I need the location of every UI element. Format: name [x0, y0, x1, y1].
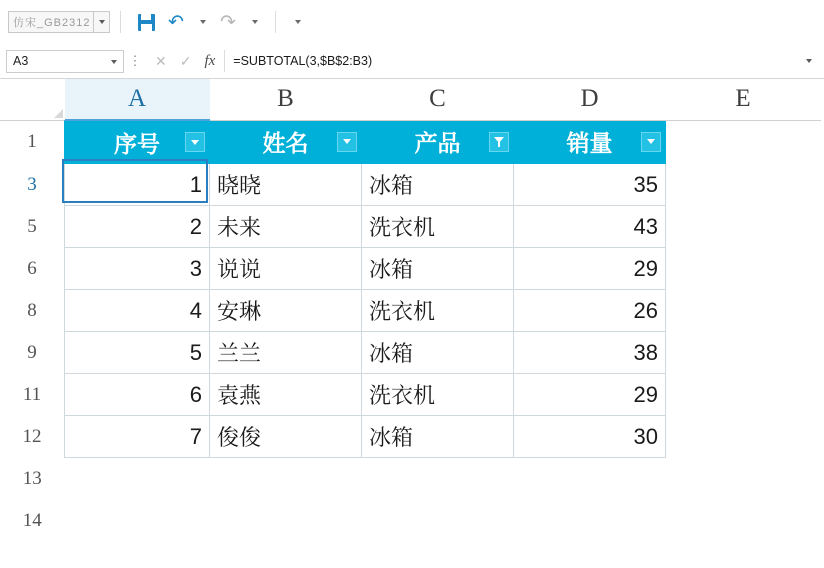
chevron-down-icon [295, 20, 301, 24]
formula-input[interactable]: =SUBTOTAL(3,$B$2:B3) [233, 54, 373, 68]
filter-button-name[interactable] [337, 132, 357, 152]
column-header-c[interactable]: C [362, 79, 514, 120]
cell-b3[interactable]: 晓晓 [210, 164, 362, 206]
formula-bar-handle: ⋮ [128, 53, 142, 68]
table-row [0, 206, 821, 248]
row-header-12[interactable]: 12 [0, 416, 65, 458]
column-header-d[interactable]: D [514, 79, 666, 120]
empty-cell-d13[interactable] [514, 458, 666, 500]
cell-a3[interactable]: 1 [65, 164, 210, 206]
quick-access-toolbar [0, 0, 824, 44]
row-header-6[interactable]: 6 [0, 248, 65, 290]
chevron-down-icon [191, 140, 199, 145]
name-box-value: A3 [13, 54, 29, 68]
header-label-product: 产品 [414, 130, 461, 157]
empty-cell-b13[interactable] [210, 458, 362, 500]
empty-cell-e6[interactable] [666, 248, 821, 290]
filter-button-product[interactable] [489, 132, 509, 152]
cell-d9[interactable]: 38 [514, 332, 666, 374]
table-row [0, 290, 821, 332]
grid-table [0, 79, 821, 542]
column-header-e[interactable]: E [666, 79, 821, 120]
empty-cell-e11[interactable] [666, 374, 821, 416]
font-name-box[interactable]: 仿宋_GB2312 [8, 11, 94, 33]
cell-b12[interactable]: 俊俊 [210, 416, 362, 458]
undo-button[interactable] [161, 7, 191, 37]
formula-bar [0, 44, 824, 78]
column-header-row [0, 79, 821, 120]
cell-b11[interactable]: 袁燕 [210, 374, 362, 416]
empty-cell-e1[interactable] [666, 120, 821, 164]
row-header-13[interactable]: 13 [0, 458, 65, 500]
empty-cell-e8[interactable] [666, 290, 821, 332]
chevron-down-icon [806, 59, 812, 63]
empty-cell-e3[interactable] [666, 164, 821, 206]
header-label-name: 姓名 [262, 130, 309, 157]
table-row [0, 374, 821, 416]
empty-cell-e12[interactable] [666, 416, 821, 458]
spreadsheet-grid [0, 78, 824, 542]
chevron-down-icon [200, 20, 206, 24]
chevron-down-icon [343, 139, 351, 144]
cell-d5[interactable]: 43 [514, 206, 666, 248]
row-header-11[interactable]: 11 [0, 374, 65, 416]
header-cell-sales[interactable] [514, 120, 666, 164]
cell-b8[interactable]: 安琳 [210, 290, 362, 332]
header-cell-serial[interactable] [65, 120, 210, 164]
empty-cell-d14[interactable] [514, 500, 666, 542]
cell-a9[interactable]: 5 [65, 332, 210, 374]
table-header-row [0, 120, 821, 164]
cell-c8[interactable]: 洗衣机 [362, 290, 514, 332]
empty-cell-a13[interactable] [65, 458, 210, 500]
table-row [0, 332, 821, 374]
row-header-1[interactable]: 1 [0, 120, 65, 164]
cell-d11[interactable]: 29 [514, 374, 666, 416]
empty-row [0, 500, 821, 542]
redo-icon: ↷ [220, 11, 236, 33]
cancel-icon[interactable]: ✕ [155, 52, 167, 69]
cell-d3[interactable]: 35 [514, 164, 666, 206]
save-icon [138, 14, 155, 31]
cell-a12[interactable]: 7 [65, 416, 210, 458]
row-header-14[interactable]: 14 [0, 500, 65, 542]
cell-c3[interactable]: 冰箱 [362, 164, 514, 206]
save-button[interactable] [131, 7, 161, 37]
chevron-down-icon [647, 139, 655, 144]
chevron-down-icon[interactable] [111, 60, 117, 64]
column-header-b[interactable]: B [210, 79, 362, 120]
filter-button-serial[interactable] [185, 132, 205, 152]
redo-button[interactable] [213, 7, 243, 37]
undo-icon: ↶ [168, 11, 184, 33]
cell-d6[interactable]: 29 [514, 248, 666, 290]
empty-cell-e5[interactable] [666, 206, 821, 248]
cell-c11[interactable]: 洗衣机 [362, 374, 514, 416]
undo-dropdown-button[interactable] [191, 7, 213, 37]
insert-function-icon[interactable]: fx [204, 52, 216, 69]
empty-cell-e9[interactable] [666, 332, 821, 374]
empty-row [0, 458, 821, 500]
customize-toolbar-button[interactable] [286, 7, 308, 37]
empty-cell-b14[interactable] [210, 500, 362, 542]
cell-a11[interactable]: 6 [65, 374, 210, 416]
cell-c12[interactable]: 冰箱 [362, 416, 514, 458]
chevron-down-icon [252, 20, 258, 24]
cell-b6[interactable]: 说说 [210, 248, 362, 290]
redo-dropdown-button[interactable] [243, 7, 265, 37]
row-header-8[interactable]: 8 [0, 290, 65, 332]
empty-cell-c13[interactable] [362, 458, 514, 500]
cell-a6[interactable]: 3 [65, 248, 210, 290]
select-all-button[interactable] [0, 79, 65, 120]
font-name-dropdown[interactable] [94, 11, 110, 33]
empty-cell-e14[interactable] [666, 500, 821, 542]
cell-b9[interactable]: 兰兰 [210, 332, 362, 374]
chevron-down-icon [99, 20, 105, 24]
cell-a8[interactable]: 4 [65, 290, 210, 332]
empty-cell-c14[interactable] [362, 500, 514, 542]
formula-bar-expand-button[interactable] [800, 59, 818, 63]
cell-c6[interactable]: 冰箱 [362, 248, 514, 290]
table-row [0, 164, 821, 206]
cell-a5[interactable]: 2 [65, 206, 210, 248]
header-label-sales: 销量 [566, 130, 613, 157]
header-cell-product[interactable] [362, 120, 514, 164]
cell-c5[interactable]: 洗衣机 [362, 206, 514, 248]
column-header-a[interactable]: A [65, 79, 210, 120]
header-cell-name[interactable] [210, 120, 362, 164]
cell-d8[interactable]: 26 [514, 290, 666, 332]
row-header-3[interactable]: 3 [0, 164, 65, 206]
filter-button-sales[interactable] [641, 132, 661, 152]
cell-b5[interactable]: 未来 [210, 206, 362, 248]
table-row [0, 248, 821, 290]
table-row [0, 416, 821, 458]
empty-cell-a14[interactable] [65, 500, 210, 542]
cell-d12[interactable]: 30 [514, 416, 666, 458]
select-all-icon [54, 109, 63, 118]
row-header-9[interactable]: 9 [0, 332, 65, 374]
row-header-5[interactable]: 5 [0, 206, 65, 248]
funnel-icon [494, 136, 505, 147]
empty-cell-e13[interactable] [666, 458, 821, 500]
name-box[interactable] [6, 50, 124, 73]
cell-c9[interactable]: 冰箱 [362, 332, 514, 374]
confirm-icon[interactable]: ✓ [179, 52, 192, 69]
toolbar-divider [120, 11, 121, 33]
toolbar-divider-2 [275, 11, 276, 33]
header-label-serial: 序号 [114, 130, 160, 157]
